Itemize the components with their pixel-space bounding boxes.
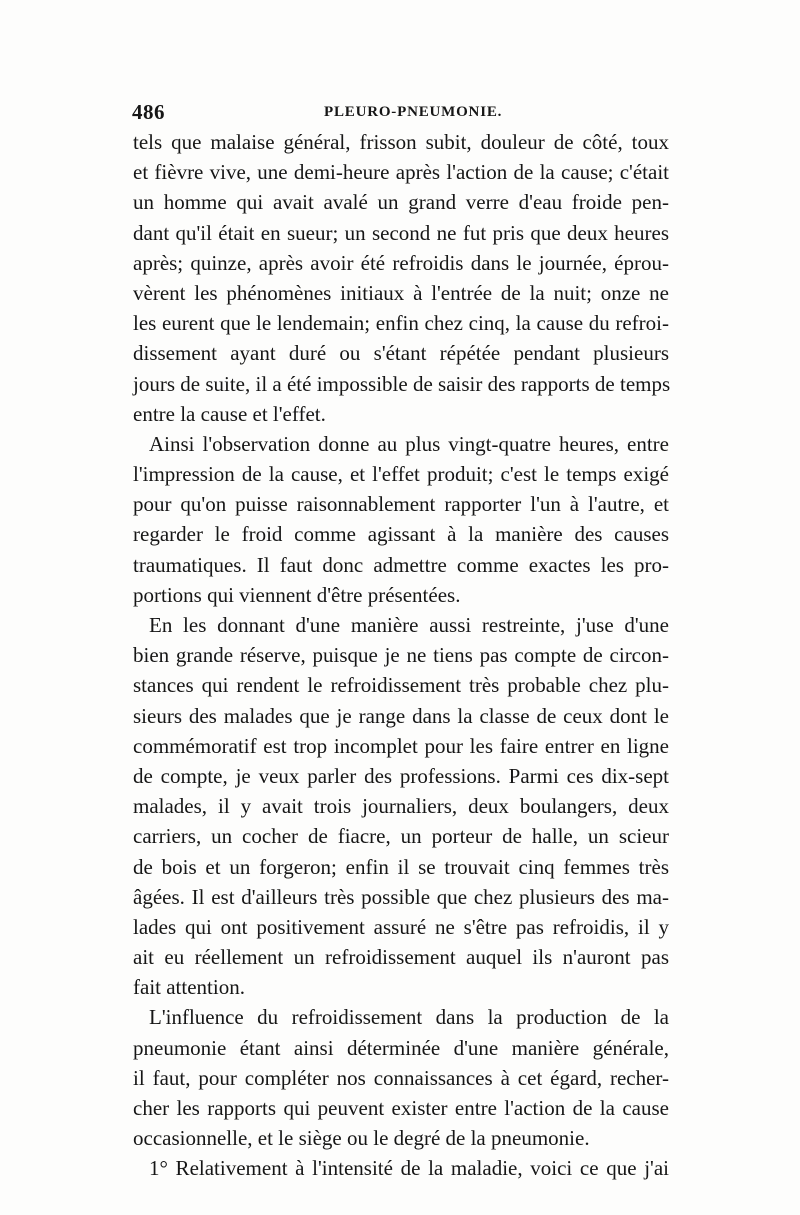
text-line: traumatiques. Il faut donc admettre comme exactes les pro- xyxy=(133,552,669,577)
text-line: vèrent les phénomènes initiaux à l'entrée de la nuit; onze ne xyxy=(133,280,669,305)
text-line: ait eu réellement un refroidissement auquel ils n'auront pas xyxy=(133,945,669,970)
text-line: dissement ayant duré ou s'étant répétée pendant plusieurs xyxy=(133,341,669,366)
text-line: un homme qui avait avalé un grand verre d'eau froide pen- xyxy=(133,190,669,215)
text-line: occasionnelle, et le siège ou le degré de la pneumonie. xyxy=(133,1126,590,1151)
text-line: après; quinze, après avoir été refroidis dans le journée, éprou- xyxy=(133,250,669,275)
text-line: bien grande réserve, puisque je ne tiens pas compte de circon- xyxy=(133,643,669,668)
text-line: tels que malaise général, frisson subit, douleur de côté, toux xyxy=(133,130,669,154)
text-line: regarder le froid comme agissant à la manière des causes xyxy=(133,522,669,547)
text-line: carriers, un cocher de fiacre, un porteur de halle, un scieur xyxy=(133,824,669,849)
text-line: En les donnant d'une manière aussi restreinte, j'use d'une xyxy=(149,613,669,637)
text-line: pneumonie étant ainsi déterminée d'une manière générale, xyxy=(133,1035,669,1060)
text-line: de bois et un forgeron; enfin il se trouvait cinq femmes très xyxy=(133,854,669,879)
page-number: 486 xyxy=(132,100,165,124)
text-line: portions qui viennent d'être présentées. xyxy=(133,582,461,607)
text-line: âgées. Il est d'ailleurs très possible que chez plusieurs des ma- xyxy=(133,884,669,909)
text-line: 1° Relativement à l'intensité de la maladie, voici ce que j'ai xyxy=(149,1156,669,1181)
page-header xyxy=(128,100,668,128)
text-line: les eurent que le lendemain; enfin chez cinq, la cause du refroi- xyxy=(133,311,669,336)
text-line: stances qui rendent le refroidissement très probable chez plu- xyxy=(133,673,669,698)
text-line: de compte, je veux parler des professions. Parmi ces dix-sept xyxy=(133,763,669,788)
text-line: Ainsi l'observation donne au plus vingt-quatre heures, entre xyxy=(149,431,669,456)
text-line: jours de suite, il a été impossible de saisir des rapports de temps xyxy=(133,371,671,396)
text-line: commémoratif est trop incomplet pour les faire entrer en ligne xyxy=(133,733,669,758)
text-line: dant qu'il était en sueur; un second ne fut pris que deux heures xyxy=(133,220,669,245)
text-line: L'influence du refroidissement dans la production de la xyxy=(149,1005,669,1030)
body-text xyxy=(133,127,669,1184)
text-line: fait attention. xyxy=(133,975,245,1000)
text-line: pour qu'on puisse raisonnablement rapporter l'un à l'autre, et xyxy=(133,492,669,517)
text-line: il faut, pour compléter nos connaissances à cet égard, recher- xyxy=(133,1065,669,1090)
text-line: lades qui ont positivement assuré ne s'être pas refroidis, il y xyxy=(133,914,669,939)
text-line: sieurs des malades que je range dans la classe de ceux dont le xyxy=(133,703,669,728)
text-line: et fièvre vive, une demi-heure après l'action de la cause; c'était xyxy=(133,160,669,185)
text-line: cher les rapports qui peuvent exister entre l'action de la cause xyxy=(133,1096,669,1120)
running-head: PLEURO-PNEUMONIE. xyxy=(324,104,503,120)
text-line: l'impression de la cause, et l'effet produit; c'est le temps exigé xyxy=(133,462,669,487)
text-line: entre la cause et l'effet. xyxy=(133,401,326,426)
text-line: malades, il y avait trois journaliers, deux boulangers, deux xyxy=(133,794,669,819)
